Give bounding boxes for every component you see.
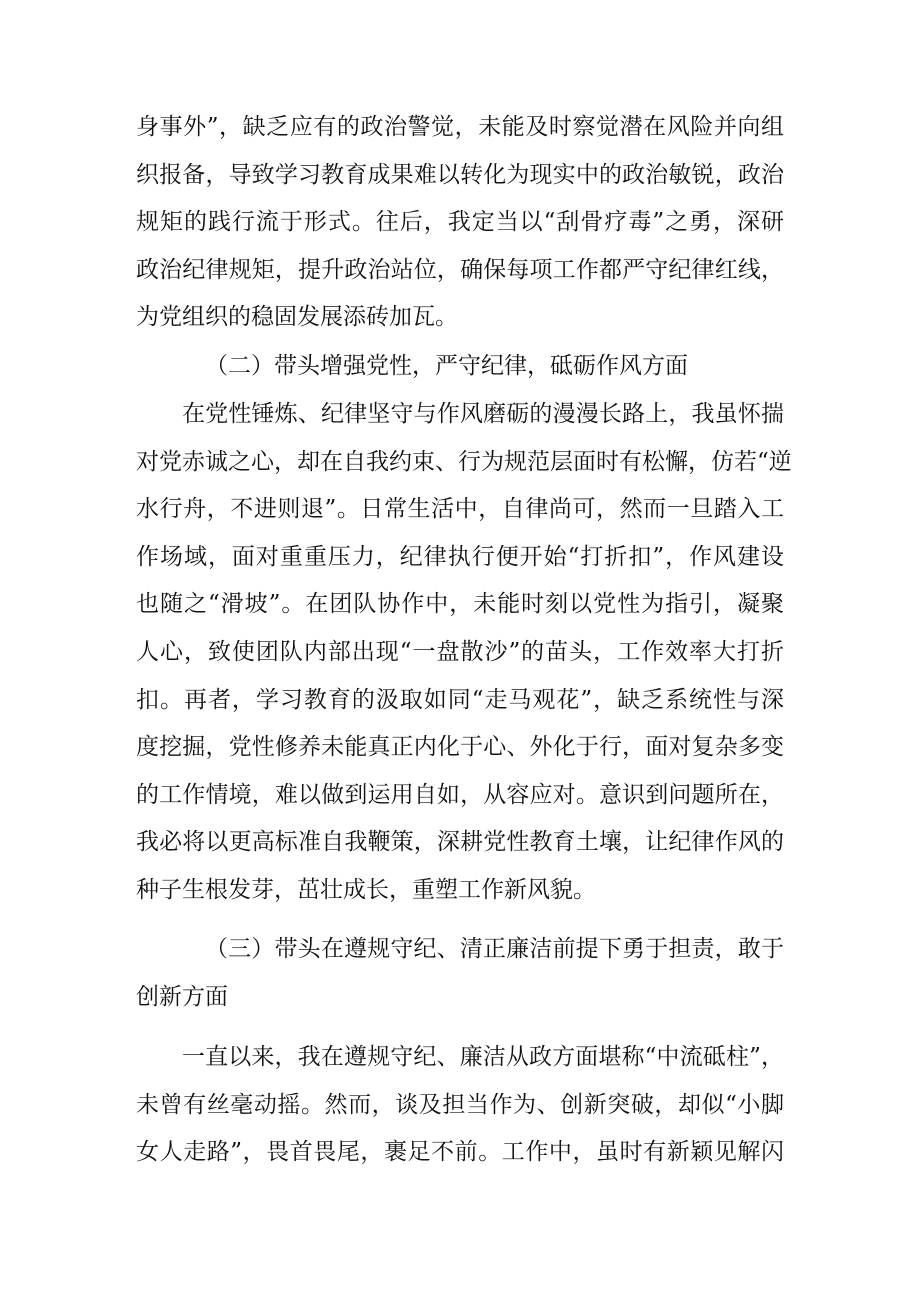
text-line: 水行舟，不进则退”。日常生活中，自律尚可，然而一旦踏入工 — [136, 496, 784, 523]
text-line: 规矩的践行流于形式。往后，我定当以“刮骨疗毒”之勇，深研 — [136, 209, 784, 236]
section-heading-text: （二）带头增强党性，严守纪律，砥砺作风方面 — [205, 353, 688, 379]
text-line: 为党组织的稳固发展添砖加瓦。 — [136, 304, 458, 331]
text-line: 对党赤诚之心，却在自我约束、行为规范层面时有松懈，仿若“逆 — [136, 448, 792, 475]
text-line: 种子生根发芽，茁壮成长，重塑工作新风貌。 — [136, 876, 596, 903]
text-line: 一直以来，我在遵规守纪、廉洁从政方面堪称“中流砥柱”， — [182, 1044, 784, 1070]
paragraph-continuation — [136, 104, 784, 342]
paragraph-section-3 — [136, 1034, 784, 1177]
text-line: 织报备，导致学习教育成果难以转化为现实中的政治敏锐，政治 — [136, 161, 784, 188]
text-line: 政治纪律规矩，提升政治站位，确保每项工作都严守纪律红线， — [136, 256, 784, 283]
text-line: 也随之“滑坡”。在团队协作中，未能时刻以党性为指引，凝聚 — [136, 591, 784, 618]
text-line: 的工作情境，难以做到运用自如，从容应对。意识到问题所在， — [136, 781, 784, 808]
text-line: 度挖掘，党性修养未能真正内化于心、外化于行，面对复杂多变 — [136, 734, 784, 761]
section-heading-3 — [136, 926, 784, 1021]
text-line: 扣。再者，学习教育的汲取如同“走马观花”，缺乏系统性与深 — [136, 686, 784, 713]
text-line: 我必将以更高标准自我鞭策，深耕党性教育土壤，让纪律作风的 — [136, 829, 784, 856]
text-line: 作场域，面对重重压力，纪律执行便开始“打折扣”，作风建设 — [136, 543, 784, 570]
section-heading-text: 创新方面 — [136, 983, 228, 1010]
text-line: 人心，致使团队内部出现“一盘散沙”的苗头，工作效率大打折 — [136, 638, 784, 665]
text-line: 身事外”，缺乏应有的政治警觉，未能及时察觉潜在风险并向组 — [136, 114, 784, 140]
section-heading-2 — [136, 343, 784, 391]
section-heading-text: （三）带头在遵规守纪、清正廉洁前提下勇于担责，敢于 — [205, 936, 784, 962]
paragraph-section-2 — [136, 391, 792, 915]
text-line: 女人走路”，畏首畏尾，裹足不前。工作中，虽时有新颖见解闪 — [136, 1139, 784, 1166]
text-line: 在党性锤炼、纪律坚守与作风磨砺的漫漫长路上，我虽怀揣 — [182, 401, 784, 427]
text-line: 未曾有丝毫动摇。然而，谈及担当作为、创新突破，却似“小脚 — [136, 1091, 784, 1118]
